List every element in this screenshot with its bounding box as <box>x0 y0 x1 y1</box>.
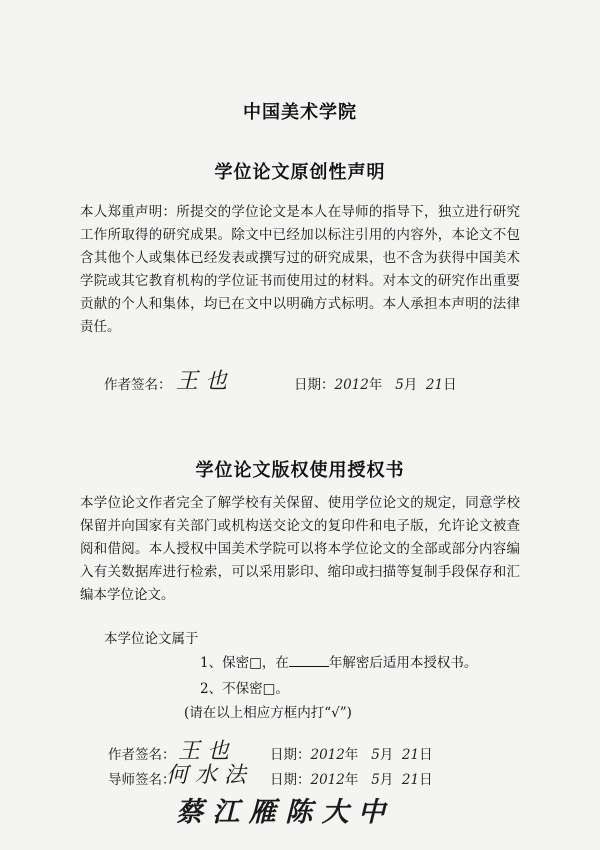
authorization-author-date <box>270 743 433 763</box>
declaration-title: 学位论文原创性声明 <box>214 162 386 183</box>
declaration-date-year-suffix: 年 <box>368 377 383 393</box>
declaration-date-day: 21 <box>425 377 444 393</box>
declaration-author-signature: 王 也 <box>176 369 227 394</box>
supervisor-date-day-suffix: 日 <box>419 772 433 788</box>
supervisor-label: 导师签名： <box>108 772 176 788</box>
supervisor-date <box>270 768 433 788</box>
authorization-date-label: 日期： <box>270 747 311 763</box>
authorization-author-label: 作者签名： <box>108 747 176 763</box>
authorization-title: 学位论文版权使用授权书 <box>195 460 405 481</box>
declaration-date-month-suffix: 月 <box>403 377 418 393</box>
declaration-date-day-suffix: 日 <box>443 377 457 393</box>
option-confidential <box>200 651 477 671</box>
option-not-confidential: 2、不保密□。 <box>200 681 289 697</box>
authorization-author-signature: 王 也 <box>178 739 229 764</box>
declaration-date-month: 5 <box>395 377 404 393</box>
supervisor-date-year-suffix: 年 <box>344 772 359 788</box>
declaration-date-year: 2012 <box>334 377 369 393</box>
checkbox-instruction: (请在以上相应方框内打“√”) <box>184 705 352 721</box>
option-confidential-text-a: 1、保密□，在 <box>200 655 289 671</box>
supervisor-date-month: 5 <box>371 772 380 788</box>
declaration-date <box>294 373 457 393</box>
supervisor-date-day: 21 <box>401 772 420 788</box>
authorization-date-year-suffix: 年 <box>344 747 359 763</box>
additional-signatures: 蔡 江 雁 陈 大 中 <box>176 797 385 828</box>
declaration-body: 本人郑重声明：所提交的学位论文是本人在导师的指导下，独立进行研究工作所取得的研究成果。除文中已经加以标注引用的内容外，本论文不包含其他个人或集体已经发表或撰写过的研究成果，也不含为获得中国美术学院或其它教育机构的学位证书而使用过的材料。对本文的研究作出重要贡献的个人和集体，均已在文中以明确方式标明。本人承担本声明的法律责任。 <box>80 204 520 335</box>
declaration-date-label: 日期： <box>294 377 335 393</box>
school-name: 中国美术学院 <box>243 102 357 123</box>
authorization-date-day-suffix: 日 <box>419 747 433 763</box>
supervisor-signature: 何 水 法 <box>166 763 246 788</box>
supervisor-date-month-suffix: 月 <box>379 772 394 788</box>
supervisor-date-label: 日期： <box>270 772 311 788</box>
years-blank <box>289 654 329 667</box>
authorization-date-year: 2012 <box>310 747 345 763</box>
authorization-date-month-suffix: 月 <box>379 747 394 763</box>
authorization-date-day: 21 <box>401 747 420 763</box>
declaration-author-label: 作者签名： <box>104 377 172 393</box>
authorization-body: 本学位论文作者完全了解学校有关保留、使用学位论文的规定，同意学校保留并向国家有关部门或机构送交论文的复印件和电子版，允许论文被查阅和借阅。本人授权中国美术学院可以将本学位论文的全部或部分内容编入有关数据库进行检索，可以采用影印、缩印或扫描等复制手段保存和汇编本学位论文。 <box>80 495 520 603</box>
belongs-to-label: 本学位论文属于 <box>104 631 199 647</box>
supervisor-date-year: 2012 <box>310 772 345 788</box>
authorization-date-month: 5 <box>371 747 380 763</box>
option-confidential-text-b: 年解密后适用本授权书。 <box>328 655 478 671</box>
